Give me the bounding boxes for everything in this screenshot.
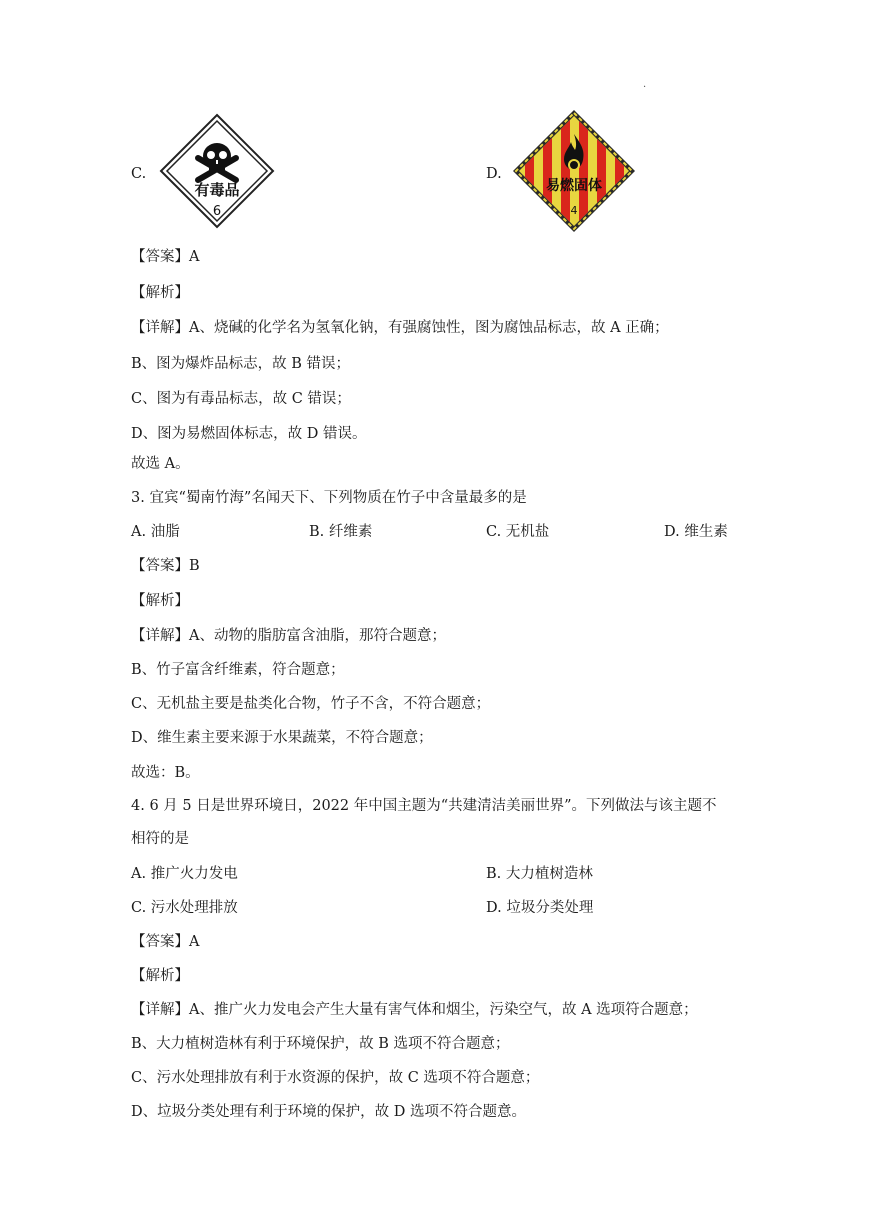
q4-stem-line2: 相符的是: [131, 831, 189, 847]
flammable-sign-number: 4: [570, 204, 578, 217]
toxic-sign-number: 6: [212, 204, 222, 219]
flammable-solid-sign: [511, 108, 637, 234]
stray-dot: ·: [643, 82, 647, 93]
q2-detail-b: B、图为爆炸品标志，故 B 错误；: [131, 356, 351, 372]
q3-option-c: C. 无机盐: [486, 524, 550, 540]
q3-option-b: B. 纤维素: [309, 524, 373, 540]
q3-detail-c: C、无机盐主要是盐类化合物，竹子不含，不符合题意；: [131, 696, 491, 712]
q3-analysis-heading: 【解析】: [131, 593, 189, 609]
q3-answer: 【答案】B: [131, 558, 200, 574]
q4-option-a: A. 推广火力发电: [131, 866, 238, 882]
q2-answer: 【答案】A: [131, 249, 200, 265]
toxic-substance-sign: [158, 112, 276, 230]
q2-conclusion: 故选 A。: [131, 456, 190, 472]
flammable-sign-text: 易燃固体: [546, 178, 602, 194]
q2-detail-a: 【详解】A、烧碱的化学名为氢氧化钠，有强腐蚀性，图为腐蚀品标志，故 A 正确；: [131, 320, 669, 336]
q3-detail-d: D、维生素主要来源于水果蔬菜，不符合题意；: [131, 730, 433, 746]
q4-stem-line1: 4. 6 月 5 日是世界环境日，2022 年中国主题为“共建清洁美丽世界”。下列做法与该主题不: [131, 798, 717, 814]
q4-detail-d: D、垃圾分类处理有利于环境的保护，故 D 选项不符合题意。: [131, 1104, 526, 1120]
q4-option-b: B. 大力植树造林: [486, 866, 593, 882]
q4-detail-a: 【详解】A、推广火力发电会产生大量有害气体和烟尘，污染空气，故 A 选项符合题意；: [131, 1002, 698, 1018]
q4-detail-b: B、大力植树造林有利于环境保护，故 B 选项不符合题意；: [131, 1036, 510, 1052]
q2-detail-c: C、图为有毒品标志，故 C 错误；: [131, 391, 351, 407]
q3-stem: 3. 宜宾“蜀南竹海”名闻天下、下列物质在竹子中含量最多的是: [131, 490, 527, 506]
q4-detail-c: C、污水处理排放有利于水资源的保护，故 C 选项不符合题意；: [131, 1070, 540, 1086]
q3-detail-a: 【详解】A、动物的脂肪富含油脂，那符合题意；: [131, 628, 446, 644]
q4-option-d: D. 垃圾分类处理: [486, 900, 594, 916]
q2-analysis-heading: 【解析】: [131, 285, 189, 301]
option-c-label: C.: [131, 166, 147, 182]
option-d-label: D.: [486, 166, 502, 182]
q3-option-a: A. 油脂: [131, 524, 180, 540]
q3-option-d: D. 维生素: [664, 524, 728, 540]
q4-analysis-heading: 【解析】: [131, 968, 189, 984]
toxic-sign-text: 有毒品: [194, 181, 240, 199]
q2-detail-d: D、图为易燃固体标志，故 D 错误。: [131, 426, 367, 442]
q3-conclusion: 故选：B。: [131, 765, 200, 781]
q4-option-c: C. 污水处理排放: [131, 900, 238, 916]
q3-detail-b: B、竹子富含纤维素，符合题意；: [131, 662, 345, 678]
q4-answer: 【答案】A: [131, 934, 200, 950]
